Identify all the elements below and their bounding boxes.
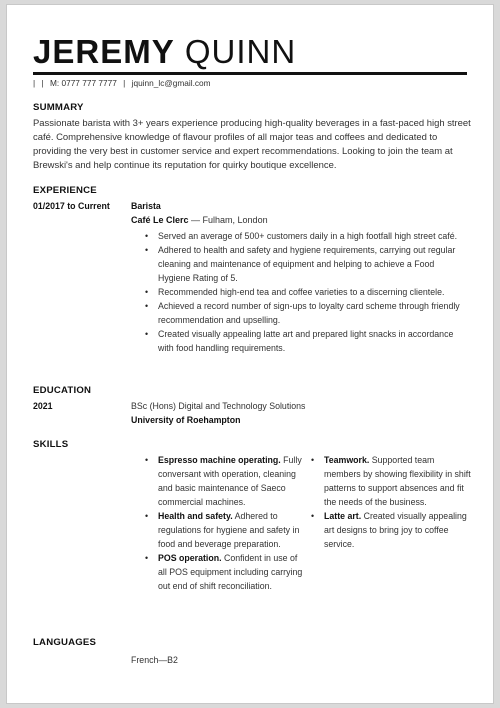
list-item [145,551,305,593]
contact-separator: | [123,78,126,88]
list-item: • Recommended high-end tea and coffee varieties to a discerning clientele. [145,285,465,299]
list-item: • Served an average of 500+ customers daily in a high footfall high street café. [145,229,465,243]
list-item: • Achieved a record number of sign-ups to loyalty card scheme through friendly recommendation and upselling. [145,299,465,327]
skill-description: Created visually appealing art designs to bring joy to coffee service. [324,511,467,549]
contact-separator: | [33,78,36,88]
skill-name: Latte art. [324,511,362,521]
language-item: French—B2 [131,655,178,665]
skill-name: Teamwork. [324,455,370,465]
skill-description: Confident in use of all POS equipment including carrying out end of shift reconciliation. [158,553,303,591]
skills-right-column [311,453,471,551]
employer-location: — Fulham, London [188,215,268,225]
education-heading: EDUCATION [33,385,92,396]
skill-description: Adhered to regulations for hygiene and safety in food and beverage preparation. [158,511,300,549]
experience-bullets [145,229,465,355]
list-item: • Created visually appealing latte art and prepared light snacks in accordance with food handling requirements. [145,327,465,355]
candidate-name [33,35,296,68]
summary-text: Passionate barista with 3+ years experience producing high-quality beverages in a fast-paced high street café. Comprehensive knowledge of flavour profiles of all major teas and coffees and dedicated to providing the very best in customer service and expert recommendations. Looking to join the team at Brewski's and help continue its reputation for quirky boutique excellence. [33,118,471,171]
skill-description: Supported team members by showing flexibility in shift patterns to support absences and fit the needs of the business. [324,455,471,507]
first-name: JEREMY [33,33,175,70]
list-item: • Adhered to health and safety and hygiene requirements, carrying out regular cleaning and maintenance of equipment and helping to achieve a Food Hygiene Rating of 5. [145,243,465,285]
school-name: University of Roehampton [131,415,241,425]
experience-date: 01/2017 to Current [33,201,110,211]
skill-name: Health and safety. [158,511,233,521]
phone-number: M: 0777 777 7777 [49,78,117,88]
skills-left-column [145,453,305,593]
resume-page [6,4,494,704]
skills-heading: SKILLS [33,439,69,450]
employer-name: Café Le Clerc [131,215,189,225]
contact-separator: | [41,78,44,88]
last-name: QUINN [184,33,297,70]
skill-name: Espresso machine operating. [158,455,281,465]
email-address: jquinn_lc@gmail.com [131,78,211,88]
experience-heading: EXPERIENCE [33,185,97,196]
employer-line [131,215,268,225]
contact-line [33,78,215,88]
list-item [145,453,305,509]
list-item [145,509,305,551]
list-item [311,509,471,551]
summary-heading: SUMMARY [33,102,84,113]
education-date: 2021 [33,401,53,411]
skill-description: Fully conversant with operation, cleaning and basic maintenance of Saeco commercial machines. [158,455,302,507]
list-item [311,453,471,509]
languages-heading: LANGUAGES [33,637,97,648]
skill-name: POS operation. [158,553,222,563]
job-title: Barista [131,201,161,211]
header-divider [33,72,467,75]
degree: BSc (Hons) Digital and Technology Solutions [131,401,306,411]
